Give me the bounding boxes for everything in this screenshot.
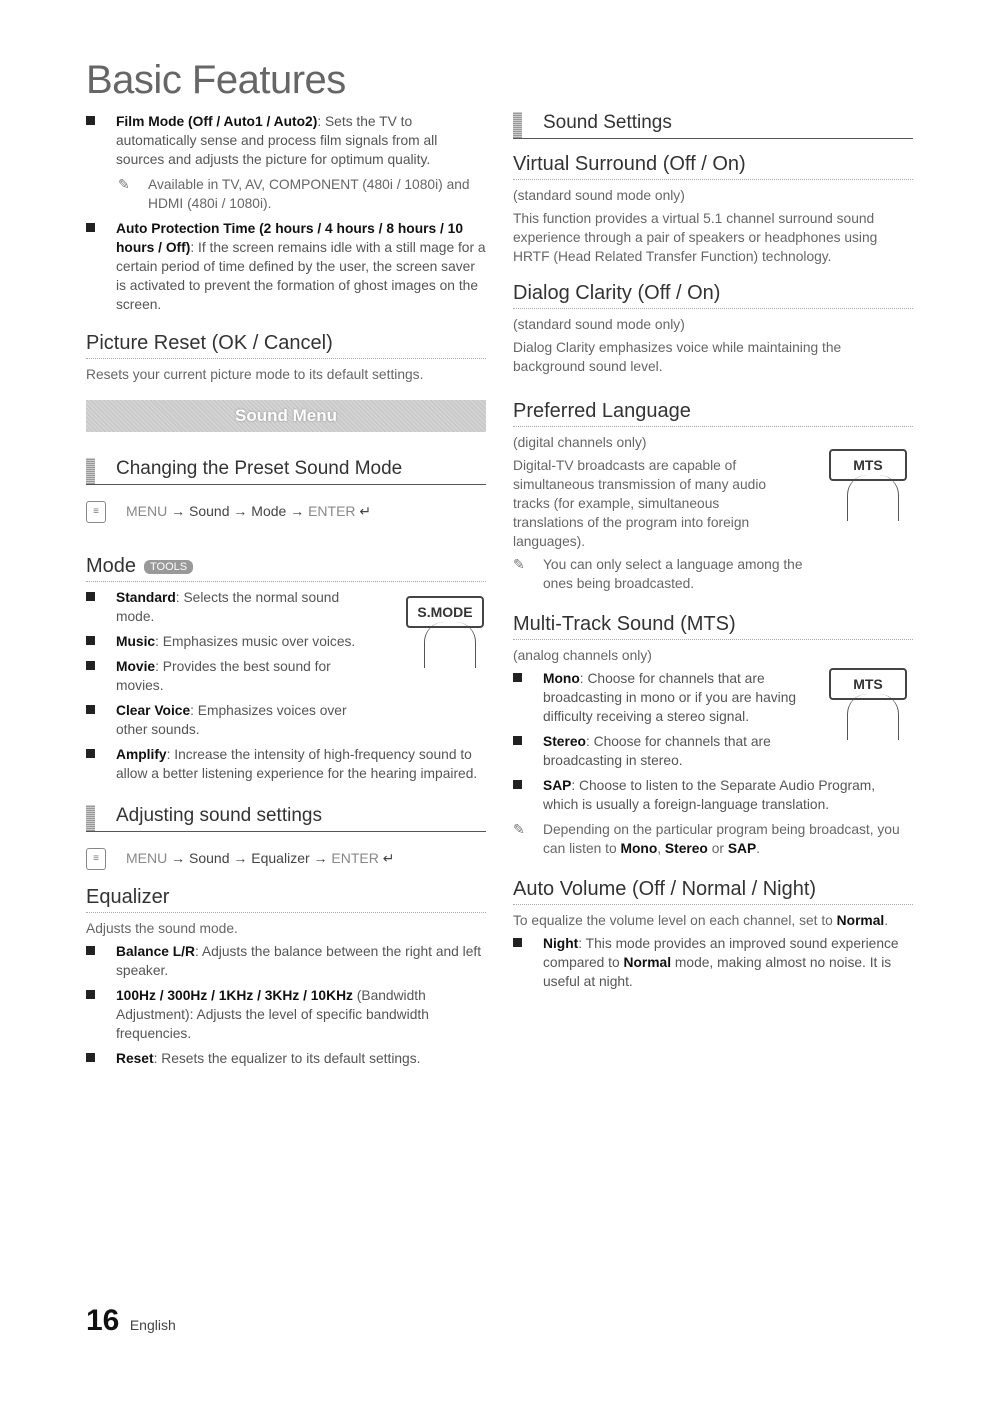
preset-sound-mode-heading: Changing the Preset Sound Mode — [86, 458, 486, 485]
mts-stereo-item: Stereo: Choose for channels that are broadcasting in stereo. — [513, 732, 793, 770]
right-column — [513, 112, 913, 997]
mode-amplify-item: Amplify: Increase the intensity of high-frequency sound to allow a better listening experience for the hearing impaired. — [86, 745, 486, 783]
auto-volume-text: To equalize the volume level on each channel, set to Normal. — [513, 913, 889, 928]
adjusting-menu-path: ≡ MENU → Sound → Equalizer → ENTER ↵ — [86, 848, 486, 868]
picture-reset-text: Resets your current picture mode to its default settings. — [86, 367, 424, 382]
tools-badge: TOOLS — [144, 560, 193, 574]
mts-sap-item: SAP: Choose to listen to the Separate Audio Program, which is usually a foreign-language translation. — [513, 776, 913, 814]
auto-protection-item: Auto Protection Time (2 hours / 4 hours / 8 hours / 10 hours / Off): If the screen remains idle with a still mage for a certain period of time defined by the user, the screen saver is activated to prevent the formation of ghost images on the screen. — [86, 219, 486, 314]
page-footer — [86, 1304, 176, 1338]
dialog-clarity-heading: Dialog Clarity (Off / On) — [513, 282, 913, 309]
sound-menu-banner: Sound Menu — [86, 400, 486, 432]
dialog-clarity-text: Dialog Clarity emphasizes voice while maintaining the background sound level. — [513, 340, 842, 374]
virtual-surround-text: This function provides a virtual 5.1 channel surround sound experience through a pair of speakers or headphones using HRTF (Head Related Transfer Function) technology. — [513, 211, 878, 264]
mts-heading: Multi-Track Sound (MTS) — [513, 613, 913, 640]
virtual-surround-sub: (standard sound mode only) — [513, 188, 685, 203]
equalizer-text: Adjusts the sound mode. — [86, 921, 238, 936]
mode-music-item: Music: Emphasizes music over voices. — [86, 632, 376, 651]
page-language: English — [129, 1317, 176, 1333]
page-number: 16 — [86, 1304, 120, 1337]
note-pen-icon: ✎ — [513, 556, 525, 572]
mts-remote-icon: MTS — [829, 449, 909, 525]
picture-reset-heading: Picture Reset (OK / Cancel) — [86, 332, 486, 359]
mode-movie-item: Movie: Provides the best sound for movies. — [86, 657, 356, 695]
note-pen-icon: ✎ — [513, 821, 525, 837]
adjusting-sound-heading: Adjusting sound settings — [86, 805, 486, 832]
page-title: Basic Features — [86, 58, 346, 102]
preferred-language-heading: Preferred Language — [513, 400, 913, 427]
mode-clear-voice-item: Clear Voice: Emphasizes voices over other sounds. — [86, 701, 366, 739]
equalizer-heading: Equalizer — [86, 886, 486, 913]
eq-balance-item: Balance L/R: Adjusts the balance between the right and left speaker. — [86, 942, 486, 980]
smode-remote-icon: S.MODE — [406, 596, 486, 672]
left-column — [86, 112, 486, 1074]
eq-bands-item: 100Hz / 300Hz / 1KHz / 3KHz / 10KHz (Bandwidth Adjustment): Adjusts the level of specific bandwidth frequencies. — [86, 986, 486, 1043]
preset-menu-path: ≡ MENU → Sound → Mode → ENTER ↵ — [86, 501, 486, 521]
auto-volume-heading: Auto Volume (Off / Normal / Night) — [513, 878, 913, 905]
preferred-language-sub: (digital channels only) — [513, 435, 647, 450]
mode-standard-item: Standard: Selects the normal sound mode. — [86, 588, 356, 626]
film-mode-item: Film Mode (Off / Auto1 / Auto2): Sets the TV to automatically sense and process film signals from all sources and adjusts the picture for optimum quality. — [86, 112, 486, 169]
preferred-language-text: Digital-TV broadcasts are capable of simultaneous transmission of many audio tracks (for example, simultaneous translations of the program into foreign languages). — [513, 458, 767, 549]
preferred-language-note: ✎ You can only select a language among the ones being broadcasted. — [513, 556, 803, 591]
mts-mono-item: Mono: Choose for channels that are broadcasting in mono or if you are having difficulty receiving a stereo signal. — [513, 669, 813, 726]
menu-icon: ≡ — [86, 501, 106, 523]
dialog-clarity-sub: (standard sound mode only) — [513, 317, 685, 332]
sound-settings-heading: Sound Settings — [513, 112, 913, 139]
mode-heading: Mode TOOLS — [86, 555, 486, 582]
menu-icon: ≡ — [86, 848, 106, 870]
film-mode-note: ✎ Available in TV, AV, COMPONENT (480i / 1080i) and HDMI (480i / 1080i). — [118, 176, 470, 211]
note-pen-icon: ✎ — [118, 176, 130, 192]
virtual-surround-heading: Virtual Surround (Off / On) — [513, 153, 913, 180]
mts-remote-icon-2: MTS — [829, 668, 909, 744]
mts-sub: (analog channels only) — [513, 648, 652, 663]
mts-note: ✎ Depending on the particular program being broadcast, you can listen to Mono, Stereo or SAP. — [513, 821, 900, 856]
eq-reset-item: Reset: Resets the equalizer to its default settings. — [86, 1049, 486, 1068]
auto-volume-night-item: Night: This mode provides an improved sound experience compared to Normal mode, making almost no noise. It is useful at night. — [513, 934, 913, 991]
